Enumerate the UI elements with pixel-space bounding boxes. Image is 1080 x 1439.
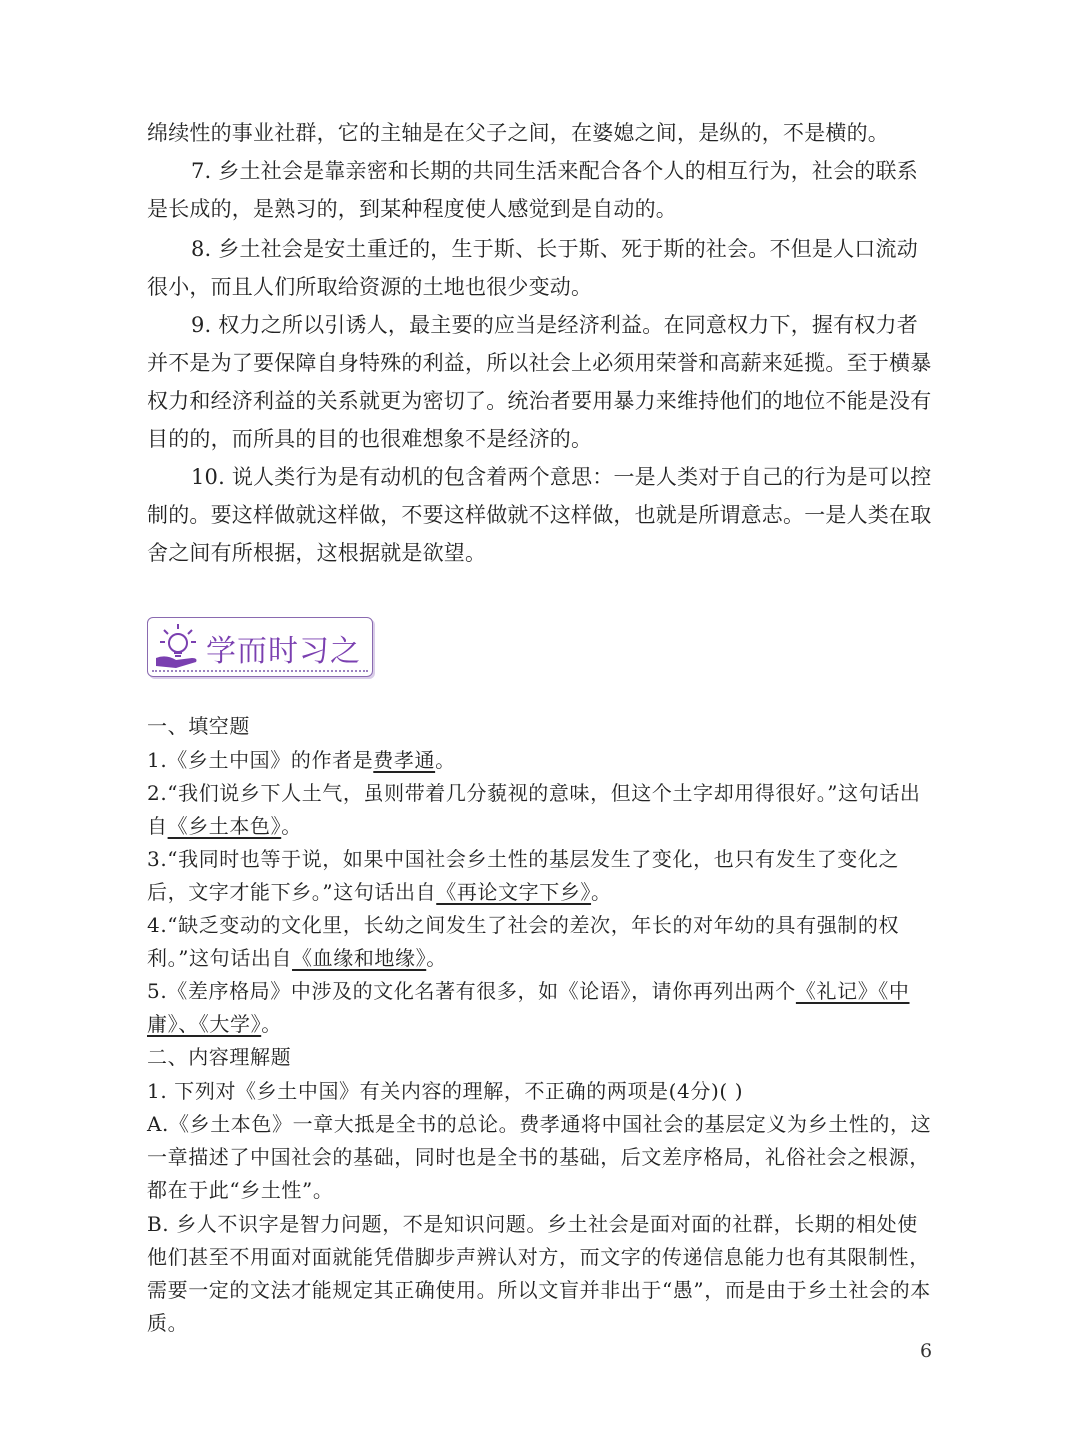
question-text: 1.《乡土中国》的作者是	[147, 748, 374, 772]
question-end: 。	[261, 1012, 282, 1036]
question-text: 2.“我们说乡下人土气，虽则带着几分藐视的意味，但这个土字却用得很好。”这句话出自	[147, 781, 921, 838]
answer-text: 《血缘和地缘》	[292, 946, 427, 970]
answer-text: 《乡土本色》	[167, 814, 282, 838]
fill-question-5	[147, 975, 937, 1041]
question-text: 4.“缺乏变动的文化里，长幼之间发生了社会的差次，年长的对年幼的具有强制的权利。”这句话出自	[147, 913, 900, 970]
answer-text: 《礼记》《中庸》、《大学》	[147, 979, 910, 1036]
section-badge	[147, 617, 373, 677]
question-end: 。	[281, 814, 302, 838]
section-heading-fill-in: 一、填空题	[147, 714, 250, 738]
section-heading-comprehension: 二、内容理解题	[147, 1045, 292, 1069]
fill-question-1	[147, 744, 937, 777]
question-end: 。	[426, 946, 447, 970]
option-a: A.《乡土本色》一章大抵是全书的总论。费孝通将中国社会的基层定义为乡土性的，这一章描述了中国社会的基础，同时也是全书的基础，后文差序格局，礼俗社会之根源，都在于此“乡土性”。	[147, 1112, 932, 1202]
question-text: 5.《差序格局》中涉及的文化名著有很多，如《论语》，请你再列出两个	[147, 979, 796, 1003]
question-text: 3.“我同时也等于说，如果中国社会乡土性的基层发生了变化，也只有发生了变化之后，文字才能下乡。”这句话出自	[147, 847, 900, 904]
question-end: 。	[591, 880, 612, 904]
page-number: 6	[920, 1340, 933, 1362]
fill-question-3	[147, 843, 937, 909]
question-end: 。	[435, 748, 456, 772]
lightbulb-hand-icon	[152, 622, 204, 676]
paragraph-8: 8. 乡土社会是安土重迁的，生于斯、长于斯、死于斯的社会。不但是人口流动很小，而且人们所取给资源的土地也很少变动。	[147, 237, 918, 299]
paragraph-10: 10. 说人类行为是有动机的包含着两个意思：一是人类对于自己的行为是可以控制的。要这样做就这样做，不要这样做就不这样做，也就是所谓意志。一是人类在取舍之间有所根据，这根据就是欲望。	[147, 465, 932, 565]
paragraph-9: 9. 权力之所以引诱人，最主要的应当是经济利益。在同意权力下，握有权力者并不是为了要保障自身特殊的利益，所以社会上必须用荣誉和高薪来延揽。至于横暴权力和经济利益的关系就更为密切了。统治者要用暴力来维持他们的地位不能是没有目的的，而所具的目的也很难想象不是经济的。	[147, 313, 932, 451]
badge-dotted-line	[152, 670, 368, 672]
comprehension-question-1: 1. 下列对《乡土中国》有关内容的理解，不正确的两项是(4分)( )	[147, 1079, 744, 1103]
option-b: B. 乡人不识字是智力问题，不是知识问题。乡土社会是面对面的社群，长期的相处使他们甚至不用面对面就能凭借脚步声辨认对方，而文字的传递信息能力也有其限制性，需要一定的文法才能规定其正确使用。所以文盲并非出于“愚”，而是由于乡土社会的本质。	[147, 1212, 931, 1335]
fill-question-4	[147, 909, 937, 975]
fill-question-2	[147, 777, 937, 843]
answer-text: 《再论文字下乡》	[436, 880, 592, 904]
badge-title: 学而时习之	[206, 634, 361, 669]
paragraph-7: 7. 乡土社会是靠亲密和长期的共同生活来配合各个人的相互行为，社会的联系是长成的，是熟习的，到某种程度使人感觉到是自动的。	[147, 159, 918, 221]
answer-text: 费孝通	[373, 748, 436, 772]
paragraph-continuation: 绵续性的事业社群，它的主轴是在父子之间，在婆媳之间，是纵的，不是横的。	[147, 121, 889, 145]
